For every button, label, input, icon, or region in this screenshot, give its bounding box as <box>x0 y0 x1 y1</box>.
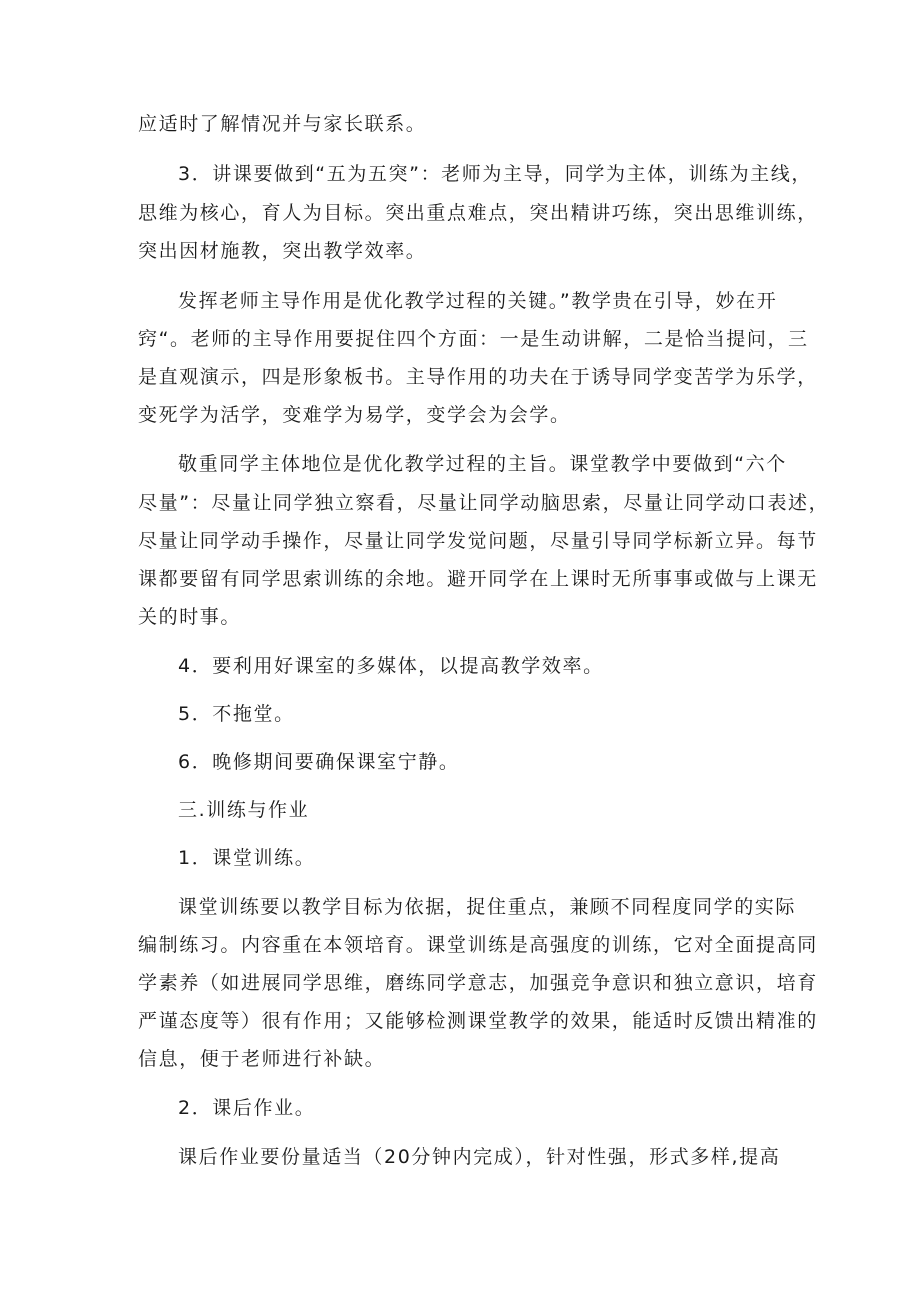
text-line: 4．要利用好课室的多媒体，以提高教学效率。 <box>178 655 604 677</box>
text-line: 2．课后作业。 <box>178 1097 316 1119</box>
text-line: 变死学为活学，变难学为易学，变学会为会学。 <box>138 404 571 426</box>
text-line: 窍“。老师的主导作用要捉住四个方面：一是生动讲解，二是恰当提问，三 <box>138 328 809 350</box>
text-line: 3．讲课要做到“五为五突”：老师为主导，同学为主体，训练为主线， <box>178 163 812 185</box>
section-heading: 三.训练与作业 <box>178 799 310 821</box>
text-line: 课堂训练要以教学目标为依据，捉住重点，兼顾不同程度同学的实际 <box>178 896 797 918</box>
text-line: 尽量”：尽量让同学独立察看，尽量让同学动脑思索，尽量让同学动口表述， <box>138 492 830 514</box>
text-line: 5．不拖堂。 <box>178 703 295 725</box>
text-line: 编制练习。内容重在本领培育。课堂训练是高强度的训练，它对全面提高同 <box>138 934 818 956</box>
text-line: 课后作业要份量适当（20分钟内完成），针对性强，形式多样,提高 <box>178 1146 781 1168</box>
text-line: 敬重同学主体地位是优化教学过程的主旨。课堂教学中要做到“六个 <box>178 453 787 475</box>
text-line: 突出因材施教，突出教学效率。 <box>138 240 427 262</box>
text-line: 1．课堂训练。 <box>178 847 316 869</box>
text-line: 6．晚修期间要确保课室宁静。 <box>178 751 460 773</box>
text-line: 课都要留有同学思索训练的余地。避开同学在上课时无所事事或做与上课无 <box>138 568 818 590</box>
text-line: 发挥老师主导作用是优化教学过程的关键。”教学贵在引导，妙在开 <box>178 290 778 312</box>
text-line: 应适时了解情况并与家长联系。 <box>138 113 427 135</box>
text-line: 是直观演示，四是形象板书。主导作用的功夫在于诱导同学变苦学为乐学， <box>138 366 818 388</box>
text-line: 尽量让同学动手操作，尽量让同学发觉问题，尽量引导同学标新立异。每节 <box>138 530 818 552</box>
text-line: 关的时事。 <box>138 606 242 628</box>
text-line: 思维为核心，育人为目标。突出重点难点，突出精讲巧练，突出思维训练， <box>138 202 818 224</box>
text-line: 学素养（如进展同学思维，磨练同学意志，加强竞争意识和独立意识，培育 <box>138 972 818 994</box>
text-line: 信息，便于老师进行补缺。 <box>138 1048 386 1070</box>
text-line: 严谨态度等）很有作用；又能够检测课堂教学的效果，能适时反馈出精准的 <box>138 1010 818 1032</box>
